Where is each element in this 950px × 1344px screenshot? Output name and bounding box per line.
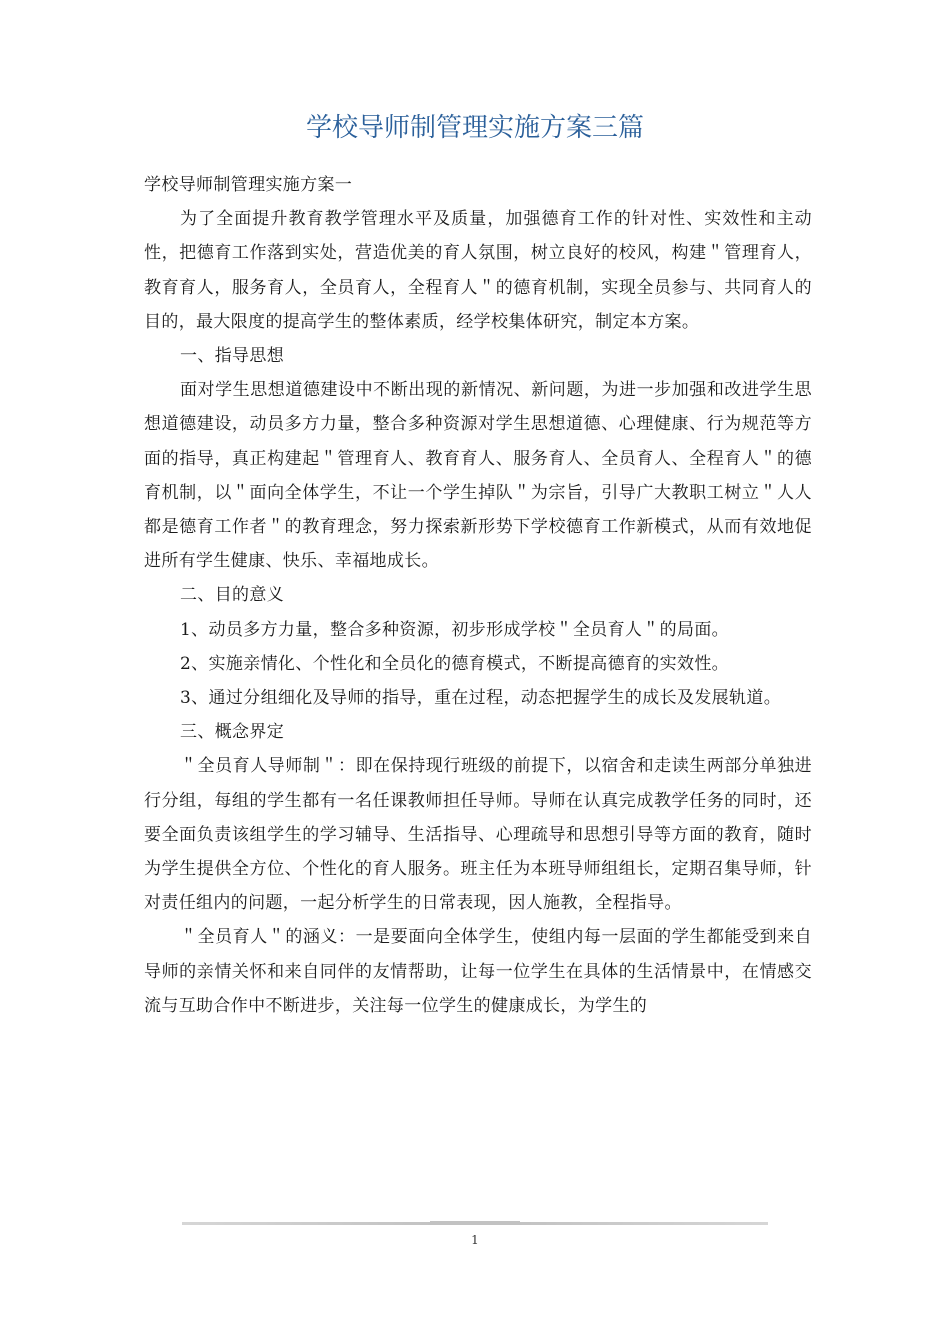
paragraph: ＂全员育人＂的涵义：一是要面向全体学生，使组内每一层面的学生都能受到来自导师的亲情关怀和来自同伴的友情帮助，让每一位学生在具体的生活情景中，在情感交流与互助合作中不断进步，关注每一位学生的健康成长，为学生的	[144, 927, 812, 1016]
footer-divider-accent	[430, 1221, 520, 1225]
section-heading: 学校导师制管理实施方案一	[144, 175, 353, 195]
list-item: 3、通过分组细化及导师的指导，重在过程，动态把握学生的成长及发展轨道。	[180, 688, 782, 709]
list-item: 2、实施亲情化、个性化和全员化的德育模式，不断提高德育的实效性。	[180, 653, 730, 674]
page-number: 1	[471, 1233, 479, 1247]
paragraph: ＂全员育人导师制＂：即在保持现行班级的前提下，以宿舍和走读生两部分单独进行分组，每组的学生都有一名任课教师担任导师。导师在认真完成教学任务的同时，还要全面负责该组学生的学习辅导、生活指导、心理疏导和思想引导等方面的教育，随时为学生提供全方位、个性化的育人服务。班主任为本班导师组组长，定期召集导师，针对责任组内的问题，一起分析学生的日常表现，因人施教，全程指导。	[144, 756, 812, 914]
list-item: 1、动员多方力量，整合多种资源，初步形成学校＂全员育人＂的局面。	[180, 619, 730, 640]
section-heading: 三、概念界定	[180, 722, 285, 743]
section-heading: 二、目的意义	[180, 585, 285, 606]
document-body	[144, 168, 812, 1023]
section-heading: 一、指导思想	[180, 346, 285, 367]
paragraph: 为了全面提升教育教学管理水平及质量，加强德育工作的针对性、实效性和主动性，把德育工作落到实处，营造优美的育人氛围，树立良好的校风，构建＂管理育人，教育育人，服务育人，全员育人，全程育人＂的德育机制，实现全员参与、共同育人的目的，最大限度的提高学生的整体素质，经学校集体研究，制定本方案。	[144, 209, 812, 332]
paragraph: 面对学生思想道德建设中不断出现的新情况、新问题，为进一步加强和改进学生思想道德建设，动员多方力量，整合多种资源对学生思想道德、心理健康、行为规范等方面的指导，真正构建起＂管理育人、教育育人、服务育人、全员育人、全程育人＂的德育机制，以＂面向全体学生，不让一个学生掉队＂为宗旨，引导广大教职工树立＂人人都是德育工作者＂的教育理念，努力探索新形势下学校德育工作新模式，从而有效地促进所有学生健康、快乐、幸福地成长。	[144, 380, 812, 572]
document-title: 学校导师制管理实施方案三篇	[305, 113, 644, 143]
